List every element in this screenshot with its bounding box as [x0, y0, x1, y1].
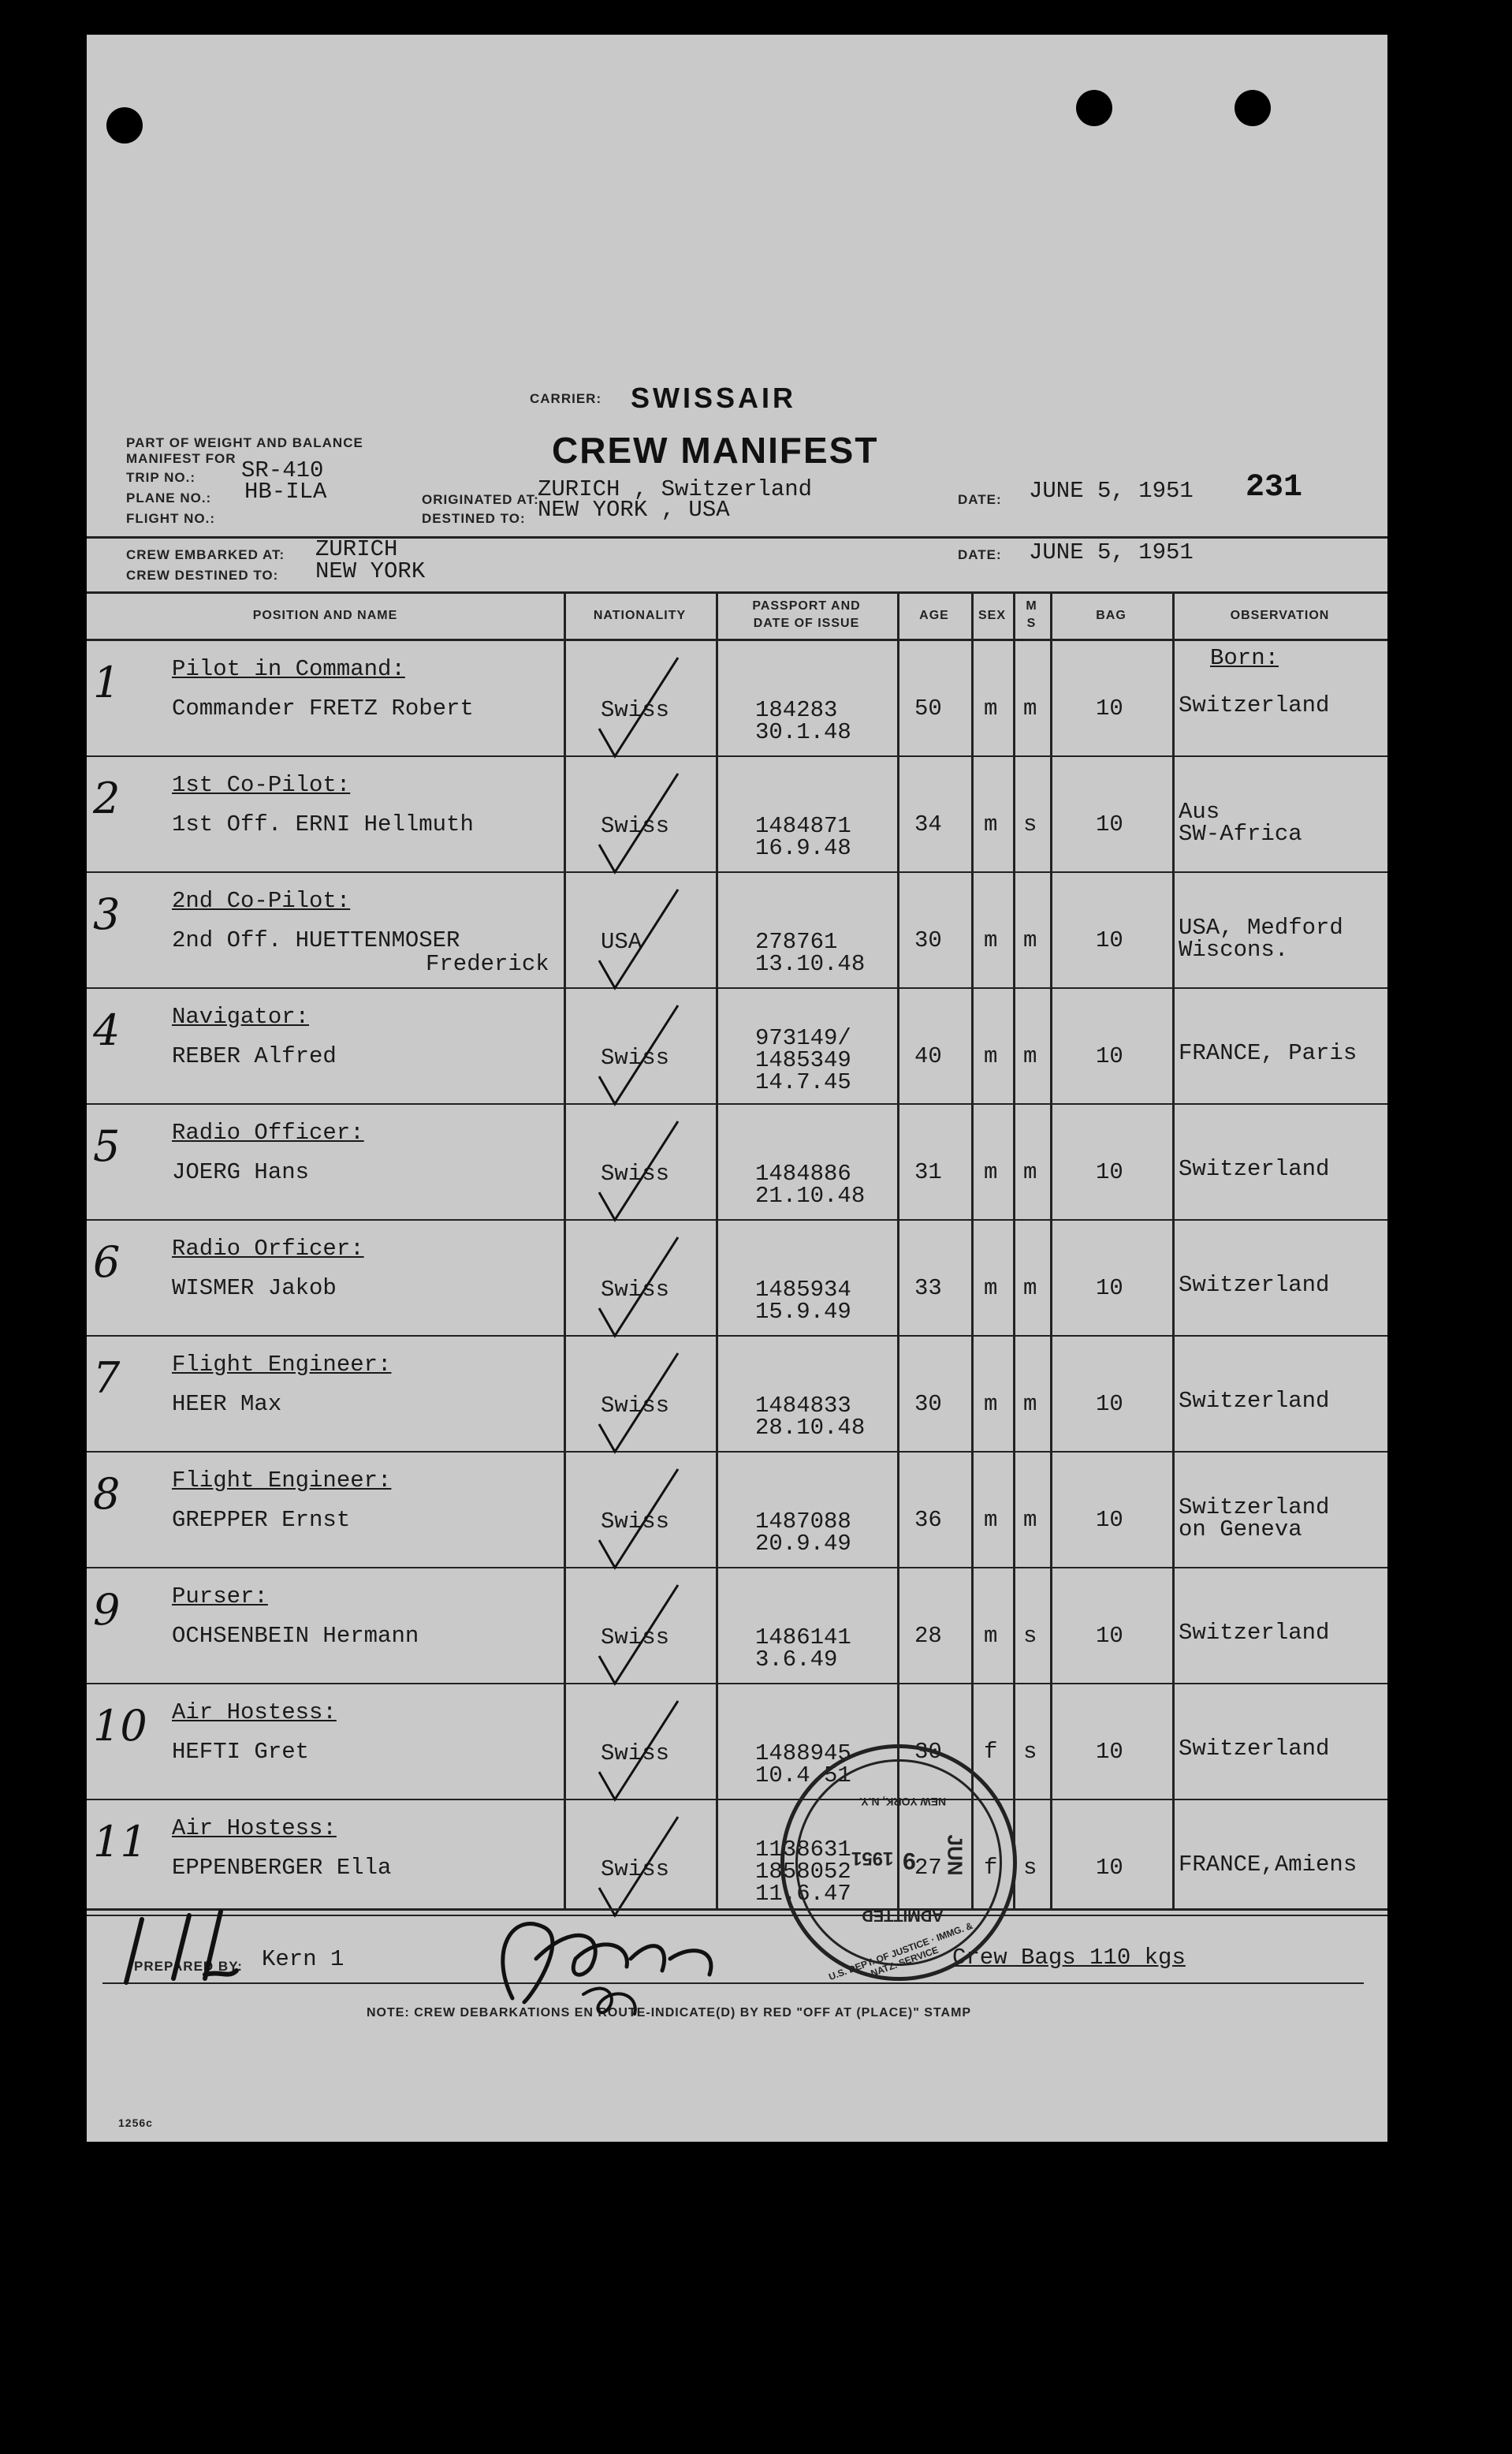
row-bag: 10 — [1096, 1159, 1123, 1185]
table-header-rule — [87, 639, 1387, 641]
row-passport-2: 20.9.49 — [755, 1531, 851, 1557]
row-bag: 10 — [1096, 1623, 1123, 1649]
row-divider — [87, 987, 1387, 989]
row-passport-2: 21.10.48 — [755, 1183, 866, 1209]
row-divider — [87, 1335, 1387, 1337]
col-passport-1: PASSPORT AND — [752, 599, 861, 613]
col-divider — [716, 591, 718, 1908]
row-marital-status: m — [1023, 1391, 1037, 1417]
row-observation: USA, Medford — [1179, 915, 1343, 941]
row-nationality: Swiss — [601, 1624, 670, 1650]
crew-embarked: ZURICH — [315, 536, 398, 562]
row-nationality: Swiss — [601, 1277, 670, 1303]
row-age: 33 — [914, 1275, 942, 1301]
row-nationality: Swiss — [601, 697, 670, 723]
row-role: Purser: — [172, 1583, 268, 1609]
row-observation: Aus — [1179, 799, 1220, 825]
row-nationality: Swiss — [601, 1045, 670, 1071]
row-age: 28 — [914, 1623, 942, 1649]
row-role: Flight Engineer: — [172, 1468, 392, 1494]
col-position: POSITION AND NAME — [252, 609, 398, 622]
initial-mark — [110, 1904, 252, 1990]
row-name: REBER Alfred — [172, 1043, 337, 1069]
check-mark — [591, 1113, 686, 1224]
row-number: 8 — [93, 1469, 121, 1519]
row-marital-status: s — [1023, 1739, 1037, 1765]
row-nationality: Swiss — [601, 1856, 670, 1882]
col-divider — [971, 591, 974, 1908]
row-role: 2nd Co-Pilot: — [172, 888, 351, 914]
immigration-stamp — [780, 1744, 1017, 1981]
row-passport-2: 10.4.51 — [755, 1762, 851, 1788]
row-marital-status: m — [1023, 1507, 1037, 1533]
table-top-rule — [87, 591, 1387, 594]
row-passport: 1484886 — [755, 1161, 851, 1187]
plane-no-label: PLANE NO.: — [126, 490, 212, 505]
row-sex: m — [984, 1507, 998, 1533]
check-mark — [591, 1345, 686, 1456]
row-marital-status: s — [1023, 1623, 1037, 1649]
check-mark — [591, 1693, 686, 1803]
col-divider — [1013, 591, 1015, 1908]
row-divider — [87, 755, 1387, 757]
row-age: 31 — [914, 1159, 942, 1185]
destined-label: DESTINED TO: — [422, 511, 526, 526]
date2: JUNE 5, 1951 — [1029, 539, 1194, 565]
row-sex: m — [984, 1275, 998, 1301]
row-nationality: Swiss — [601, 1740, 670, 1766]
col-passport-2: DATE OF ISSUE — [753, 617, 860, 630]
row-divider — [87, 1451, 1387, 1453]
check-mark — [591, 1229, 686, 1340]
row-observation-top: Born: — [1210, 645, 1279, 671]
row-passport-3: 14.7.45 — [755, 1069, 851, 1095]
row-age: 30 — [914, 1739, 942, 1765]
row-nationality: Swiss — [601, 1161, 670, 1187]
row-nationality: Swiss — [601, 813, 670, 839]
stamp-year: 1951 — [851, 1848, 894, 1869]
row-name: JOERG Hans — [172, 1159, 310, 1185]
col-bag: BAG — [1096, 609, 1127, 622]
row-observation: Switzerland — [1179, 1736, 1330, 1762]
row-role: Pilot in Command: — [172, 656, 405, 682]
page-title: CREW MANIFEST — [552, 430, 879, 471]
row-marital-status: m — [1023, 1043, 1037, 1069]
col-ms-2: S — [1026, 617, 1037, 630]
row-passport: 184283 — [755, 697, 838, 723]
stamp-admitted: ADMITTED — [862, 1907, 944, 1924]
form-number: 1256c — [118, 2116, 153, 2129]
row-divider — [87, 871, 1387, 873]
row-observation: Switzerland — [1179, 1272, 1330, 1298]
row-number: 4 — [93, 1005, 121, 1055]
row-marital-status: m — [1023, 696, 1037, 722]
row-marital-status: m — [1023, 1159, 1037, 1185]
row-age: 30 — [914, 1391, 942, 1417]
stamp-day: 9 — [903, 1848, 916, 1874]
row-divider — [87, 1567, 1387, 1568]
row-name-2: Frederick — [426, 951, 549, 977]
row-role: Radio Orficer: — [172, 1236, 364, 1262]
row-passport-2: 28.10.48 — [755, 1415, 866, 1441]
row-name: 2nd Off. HUETTENMOSER — [172, 927, 460, 953]
trip-no: SR-410 — [241, 457, 324, 483]
row-passport-2: 13.10.48 — [755, 951, 866, 977]
row-role: 1st Co-Pilot: — [172, 772, 351, 798]
row-bag: 10 — [1096, 1739, 1123, 1765]
row-name: 1st Off. ERNI Hellmuth — [172, 811, 474, 837]
row-passport-2: 15.9.49 — [755, 1299, 851, 1325]
row-divider — [87, 1683, 1387, 1684]
prepared-label: PREPARED BY: — [134, 1959, 243, 1974]
row-divider — [87, 1219, 1387, 1221]
col-ms-1: M — [1026, 599, 1037, 613]
row-passport-2: 16.9.48 — [755, 835, 851, 861]
row-age: 30 — [914, 927, 942, 953]
row-sex: m — [984, 1159, 998, 1185]
row-role: Navigator: — [172, 1004, 310, 1030]
row-number: 11 — [93, 1817, 147, 1867]
row-bag: 10 — [1096, 811, 1123, 837]
row-number: 10 — [93, 1701, 147, 1751]
col-divider — [564, 591, 566, 1908]
row-number: 9 — [93, 1585, 121, 1635]
stamp-month: JUN — [943, 1834, 967, 1876]
row-passport: 973149/ — [755, 1025, 851, 1051]
col-divider — [897, 591, 899, 1908]
row-observation-2: SW-Africa — [1179, 821, 1302, 847]
row-sex: m — [984, 927, 998, 953]
row-passport-2: 1485349 — [755, 1047, 851, 1073]
row-sex: f — [984, 1739, 998, 1765]
row-passport: 1486141 — [755, 1624, 851, 1650]
col-age: AGE — [919, 609, 949, 622]
flight-no-label: FLIGHT NO.: — [126, 511, 215, 526]
crew-destined: NEW YORK — [315, 558, 426, 584]
row-observation-2: on Geneva — [1179, 1516, 1302, 1542]
date2-label: DATE: — [958, 547, 1002, 562]
row-passport: 1487088 — [755, 1509, 851, 1535]
punch-hole — [1076, 90, 1112, 126]
row-name: Commander FRETZ Robert — [172, 696, 474, 722]
crew-destined-label: CREW DESTINED TO: — [126, 568, 279, 583]
row-number: 5 — [93, 1121, 121, 1171]
check-mark — [591, 1809, 686, 1919]
check-mark — [591, 1461, 686, 1572]
check-mark — [591, 650, 686, 760]
signature-drawing — [481, 1904, 741, 2022]
trip-no-label: TRIP NO.: — [126, 470, 196, 485]
manifest-for-label: MANIFEST FOR — [126, 451, 236, 466]
row-observation: Switzerland — [1179, 692, 1330, 718]
row-passport-2: 30.1.48 — [755, 719, 851, 745]
punch-hole — [1235, 90, 1271, 126]
row-bag: 10 — [1096, 1275, 1123, 1301]
row-nationality: Swiss — [601, 1393, 670, 1419]
row-sex: m — [984, 1623, 998, 1649]
row-marital-status: m — [1023, 1275, 1037, 1301]
footer-note: NOTE: CREW DEBARKATIONS EN ROUTE-INDICATE(D) BY RED "OFF AT (PLACE)" STAMP — [367, 2006, 972, 2020]
page-number: 231 — [1246, 470, 1303, 505]
row-passport: 1485934 — [755, 1277, 851, 1303]
row-number: 7 — [93, 1353, 121, 1403]
row-age: 34 — [914, 811, 942, 837]
row-passport-3: 11.6.47 — [755, 1881, 851, 1907]
row-number: 2 — [93, 774, 121, 823]
row-divider — [87, 1103, 1387, 1105]
crew-bags: Crew Bags 110 kgs — [952, 1945, 1186, 1971]
row-divider — [87, 1799, 1387, 1800]
row-bag: 10 — [1096, 1043, 1123, 1069]
check-mark — [591, 998, 686, 1108]
row-passport: 1484833 — [755, 1393, 851, 1419]
row-marital-status: m — [1023, 927, 1037, 953]
stamp-outer-text: U.S. DEPT. OF JUSTICE · IMMG. & NATZ. SERVICE — [827, 1919, 974, 1983]
row-sex: m — [984, 696, 998, 722]
row-bag: 10 — [1096, 1855, 1123, 1881]
row-passport-2: 3.6.49 — [755, 1647, 838, 1673]
row-passport: 1484871 — [755, 813, 851, 839]
row-bag: 10 — [1096, 696, 1123, 722]
check-mark — [591, 766, 686, 876]
col-nationality: NATIONALITY — [593, 609, 687, 622]
punch-hole — [106, 107, 143, 144]
row-age: 50 — [914, 696, 942, 722]
row-observation: Switzerland — [1179, 1156, 1330, 1182]
row-sex: m — [984, 1391, 998, 1417]
originated: ZURICH , Switzerland — [538, 476, 813, 502]
row-role: Radio Officer: — [172, 1120, 364, 1146]
row-age: 36 — [914, 1507, 942, 1533]
row-number: 3 — [93, 889, 121, 939]
crew-embarked-label: CREW EMBARKED AT: — [126, 547, 285, 562]
stamp-city: NEW YORK, N.Y. — [858, 1796, 947, 1808]
row-observation: Switzerland — [1179, 1620, 1330, 1646]
row-sex: f — [984, 1855, 998, 1881]
date-label: DATE: — [958, 492, 1002, 507]
row-nationality: Swiss — [601, 1509, 670, 1535]
row-observation: FRANCE, Paris — [1179, 1040, 1357, 1066]
row-passport: 1488945 — [755, 1740, 851, 1766]
row-name: HEER Max — [172, 1391, 282, 1417]
row-age: 27 — [914, 1855, 942, 1881]
row-passport-2: 1858052 — [755, 1859, 851, 1885]
part-of-weight-label: PART OF WEIGHT AND BALANCE — [126, 435, 363, 450]
plane-no: HB-ILA — [244, 479, 327, 505]
originated-label: ORIGINATED AT: — [422, 492, 539, 507]
row-role: Air Hostess: — [172, 1699, 337, 1725]
row-role: Air Hostess: — [172, 1815, 337, 1841]
row-name: HEFTI Gret — [172, 1739, 310, 1765]
row-name: GREPPER Ernst — [172, 1507, 351, 1533]
row-age: 40 — [914, 1043, 942, 1069]
manifest-sheet — [87, 35, 1387, 2142]
row-passport: 1138631 — [755, 1837, 851, 1863]
row-sex: m — [984, 1043, 998, 1069]
row-observation-2: Wiscons. — [1179, 937, 1289, 963]
row-name: OCHSENBEIN Hermann — [172, 1623, 419, 1649]
date: JUNE 5, 1951 — [1029, 478, 1194, 504]
row-nationality: USA — [601, 929, 642, 955]
row-name: EPPENBERGER Ella — [172, 1855, 392, 1881]
destined: NEW YORK , USA — [538, 497, 730, 523]
row-bag: 10 — [1096, 927, 1123, 953]
col-divider — [1172, 591, 1175, 1908]
col-sex: SEX — [978, 609, 1006, 622]
row-observation: Switzerland — [1179, 1388, 1330, 1414]
row-marital-status: s — [1023, 811, 1037, 837]
row-name: WISMER Jakob — [172, 1275, 337, 1301]
row-observation: Switzerland — [1179, 1494, 1330, 1520]
check-mark — [591, 1577, 686, 1688]
row-bag: 10 — [1096, 1391, 1123, 1417]
check-mark — [591, 882, 686, 992]
carrier-logo: SWISSAIR — [631, 382, 797, 414]
carrier-label: CARRIER: — [530, 391, 602, 406]
col-observation: OBSERVATION — [1230, 609, 1330, 622]
col-divider — [1050, 591, 1052, 1908]
row-number: 1 — [93, 658, 121, 707]
row-role: Flight Engineer: — [172, 1352, 392, 1378]
row-sex: m — [984, 811, 998, 837]
row-bag: 10 — [1096, 1507, 1123, 1533]
row-passport: 278761 — [755, 929, 838, 955]
prepared-by: Kern 1 — [262, 1946, 344, 1972]
row-number: 6 — [93, 1237, 121, 1287]
header-rule — [87, 536, 1387, 539]
row-observation: FRANCE,Amiens — [1179, 1852, 1357, 1878]
row-marital-status: s — [1023, 1855, 1037, 1881]
